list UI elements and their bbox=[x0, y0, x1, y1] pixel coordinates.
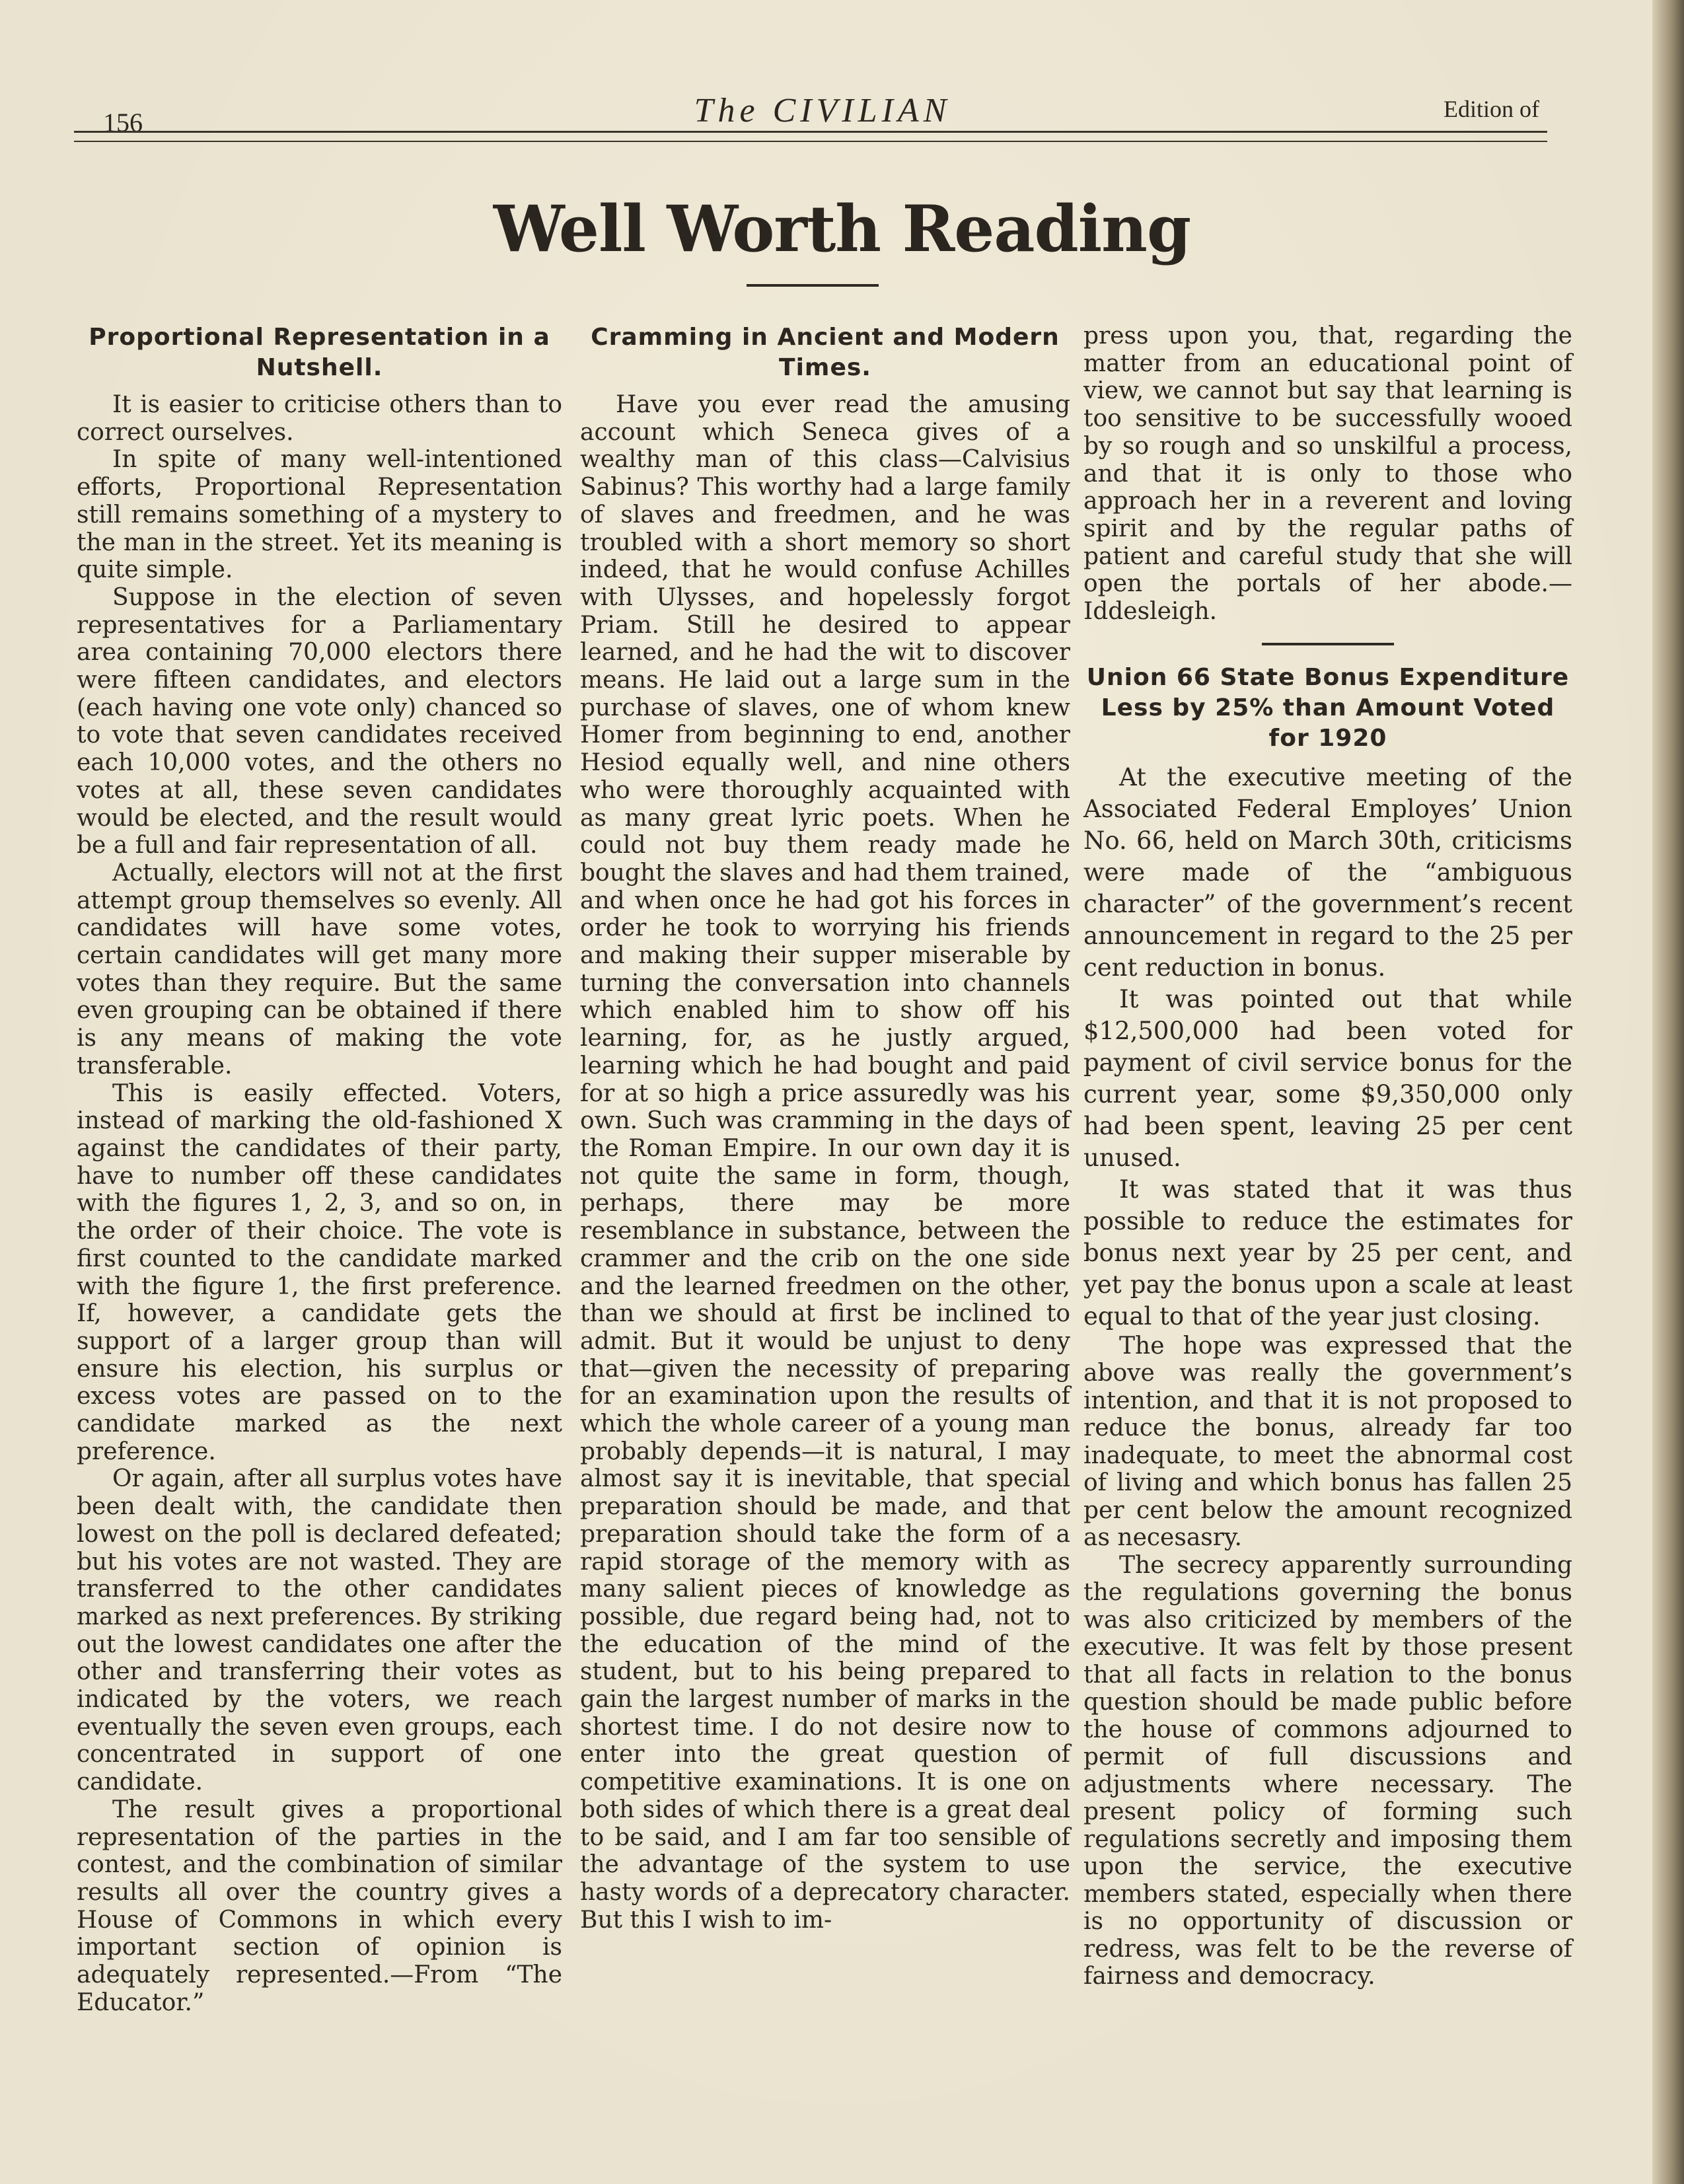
article1-paragraph: In spite of many well-intentioned efforts, Proportional Representation still remains something of a mystery to the man in the street. Yet its meaning is quite simple. bbox=[77, 446, 562, 584]
section-headline: Well Worth Reading bbox=[493, 192, 1191, 266]
column-1 bbox=[77, 322, 562, 2016]
article3-paragraph: It was pointed out that while $12,500,000 had been voted for payment of civil service bonus for the current year, some $9,350,000 only had been spent, leaving 25 per cent unused. bbox=[1083, 984, 1572, 1172]
journal-title: The CIVILIAN bbox=[694, 92, 951, 129]
header-double-rule bbox=[74, 131, 1547, 142]
article1-paragraph: Suppose in the election of seven representatives for a Parliamentary area containing 70,000 electors there were fifteen candidates, and electors (each having one vote only) chanced so to vote that seven candidates received each 10,000 votes, and the others no votes at all, these seven candidates would be elected, and the result would be a full and fair representation of all. bbox=[77, 583, 562, 859]
article-title-cramming: Cramming in Ancient and Modern Times. bbox=[591, 324, 1060, 381]
article3-body-part1 bbox=[1083, 762, 1572, 1332]
article1-paragraph: Or again, after all surplus votes have been dealt with, the candidate then lowest on the poll is declared defeated; but his votes are not wasted. They are transferred to the other candidates marked as next preferences. By striking out the lowest candidates one after the other and transferring their votes as indicated by the voters, we reach eventually the seven even groups, each concentrated in support of one candidate. bbox=[77, 1465, 562, 1796]
article1-paragraph: It is easier to criticise others than to correct ourselves. bbox=[77, 391, 562, 446]
article3-paragraph: It was stated that it was thus possible to reduce the estimates for bonus next year by 25 per cent, and yet pay the bonus upon a scale at least equal to that of the year just closing. bbox=[1083, 1175, 1572, 1330]
article-title-union-bonus: Union 66 State Bonus Expenditure Less by 25% than Amount Voted for 1920 bbox=[1086, 663, 1570, 752]
article3-paragraph: The hope was expressed that the above was really the government’s intention, and that it is not proposed to reduce the bonus, already far too inadequate, to meet the abnormal cost of living and which bonus has fallen 25 per cent below the amount recognized as necesasry. bbox=[1083, 1332, 1572, 1552]
article3-paragraph: The secrecy apparently surrounding the regulations governing the bonus was also criticized by members of the executive. It was felt by those present that all facts in relation to the bonus question should be made public before the house of commons adjourned to permit of full discussions and adjustments where necessary. The present policy of forming such regulations secretly and imposing them upon the service, the executive members stated, especially when there is no opportunity of discussion or redress, was felt to be the reverse of fairness and democracy. bbox=[1083, 1551, 1572, 1990]
article-title-proportional-representation: Proportional Representation in a Nutshell. bbox=[89, 324, 550, 381]
article3-paragraph: At the executive meeting of the Associated Federal Employes’ Union No. 66, held on March 30th, criticisms were made of the “ambiguous character” of the government’s recent announcement in regard to the 25 per cent reduction in bonus. bbox=[1083, 762, 1572, 982]
page-binding-edge bbox=[1652, 0, 1684, 2184]
article2-paragraph: Have you ever read the amusing account which Seneca gives of a wealthy man of this class—Calvisius Sabinus? This worthy had a large family of slaves and freedmen, and he was troubled with a short memory so short indeed, that he would confuse Achilles with Ulysses, and hopelessly forgot Priam. Still he desired to appear learned, and he had the wit to discover means. He laid out a large sum in the purchase of slaves, one of whom knew Homer from beginning to end, another Hesiod equally well, and nine others who were thoroughly acquainted with as many great lyric poets. When he could not buy them ready made he bought the slaves and had them trained, and when once he had got his forces in order he took to worrying his friends and making their supper miserable by turning the conversation into channels which enabled him to show off his learning, for, as he justly argued, learning which he had bought and paid for at so high a price assuredly was his own. Such was cramming in the days of the Roman Empire. In our own day it is not quite the same in form, though, perhaps, there may be more resemblance in substance, between the crammer and the crib on the one side and the learned freedmen on the other, than we should at first be inclined to admit. But it would be unjust to deny that—given the necessity of preparing for an examination upon the results of which the whole career of a young man probably depends—it is natural, I may almost say it is inevitable, that special preparation should be made, and that preparation should take the form of a rapid storage of the memory with as many salient pieces of knowledge as possible, due regard being had, not to the education of the mind of the student, but to his being prepared to gain the largest number of marks in the shortest time. I do not desire now to enter into the great question of competitive examinations. It is one on both sides of which there is a great deal to be said, and I am far too sensible of the advantage of the system to use hasty words of a deprecatory character. But this I wish to im- bbox=[580, 391, 1070, 1934]
article-divider bbox=[1262, 643, 1394, 645]
edition-label: Edition of bbox=[1444, 96, 1539, 122]
column-2 bbox=[580, 322, 1070, 1934]
page-number: 156 bbox=[103, 108, 143, 137]
article1-paragraph: This is easily effected. Voters, instead of marking the old-fashioned X against the candidates of their party, have to number off these candidates with the figures 1, 2, 3, and so on, in the order of their choice. The vote is first counted to the candidate marked with the figure 1, the first preference. If, however, a candidate gets the support of a larger group than will ensure his election, his surplus or excess votes are passed on to the candidate marked as the next preference. bbox=[77, 1079, 562, 1465]
column-3 bbox=[1083, 322, 1572, 1990]
article1-paragraph: Actually, electors will not at the first attempt group themselves so evenly. All candidates will have some votes, certain candidates will get many more votes than they require. But the same even grouping can be obtained if there is any means of making the vote transferable. bbox=[77, 859, 562, 1079]
article2-continuation: press upon you, that, regarding the matter from an educational point of view, we cannot but say that learning is too sensitive to be successfully wooed by so rough and so unskilful a process, and that it is only to those who approach her in a reverent and loving spirit and by the regular paths of patient and careful study that she will open the portals of her abode.—Iddesleigh. bbox=[1083, 322, 1572, 626]
headline-divider bbox=[747, 284, 879, 287]
article1-paragraph: The result gives a proportional representation of the parties in the contest, and the combination of similar results all over the country gives a House of Commons in which every important section of opinion is adequately represented.—From “The Educator.” bbox=[77, 1796, 562, 2016]
article3-body-part2 bbox=[1083, 1332, 1572, 1990]
